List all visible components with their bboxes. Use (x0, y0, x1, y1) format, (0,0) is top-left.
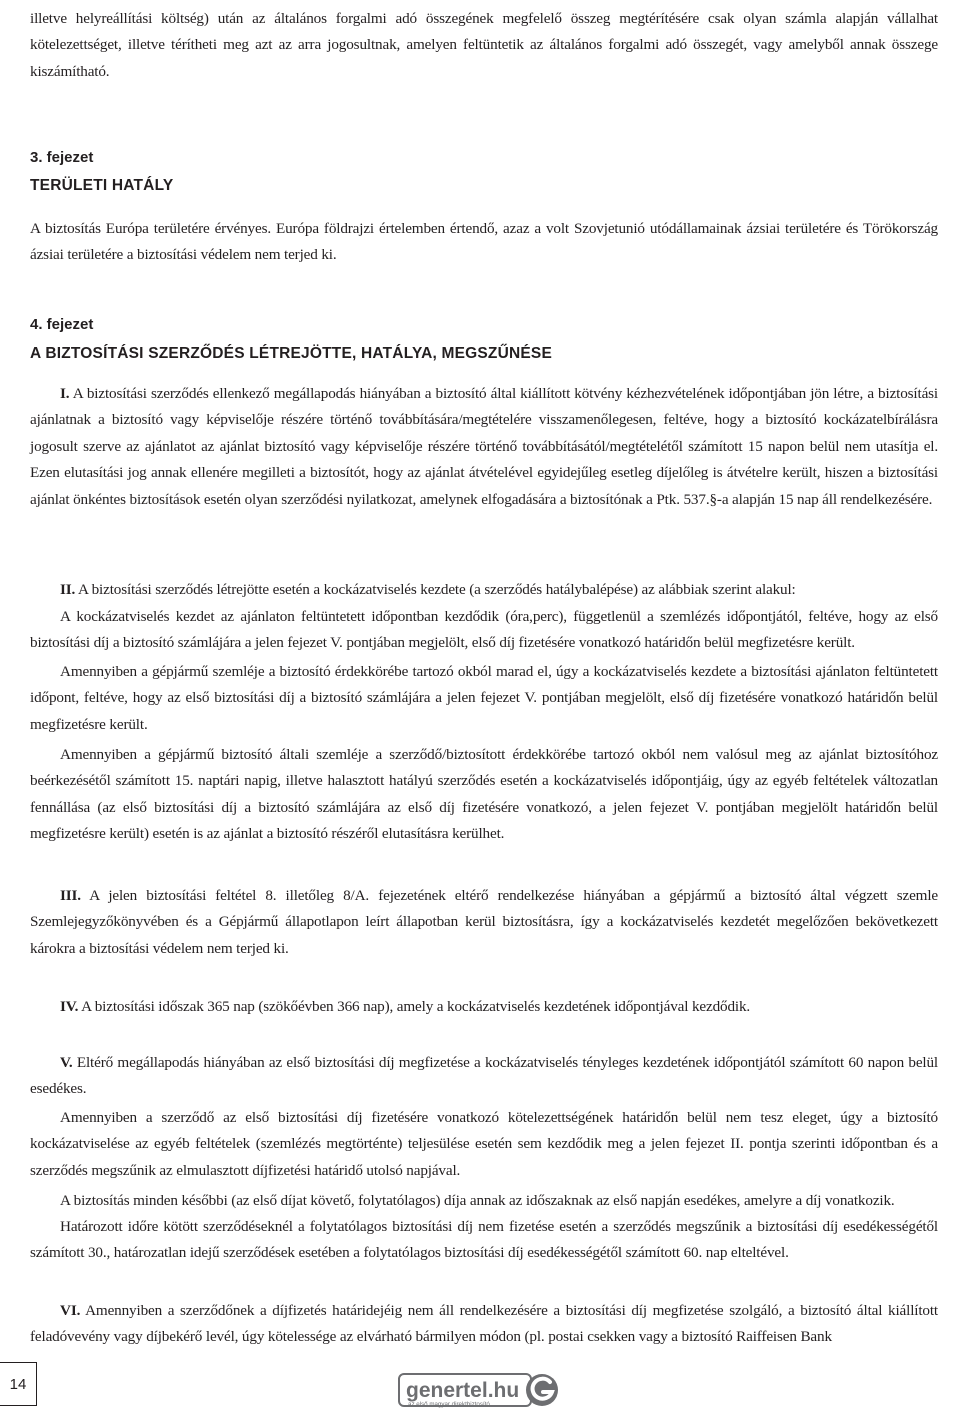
genertel-logo-graphic (398, 1370, 562, 1412)
section-IV-label: IV. (60, 998, 79, 1015)
genertel-logo[interactable] (398, 1370, 562, 1412)
logo-tagline: az első magyar direktbiztosító (408, 1401, 490, 1408)
section-II-subparagraph-1: A kockázatviselés kezdet az ajánlaton feltüntetett időpontban kezdődik (óra,perc), függetlenül a szemlézés időpontjától, feltéve, hogy az első biztosítási díj a biztosító számlájára a jelen fejezet V. pontjában megjelölt, első díj fizetésére vonatkozó határidőn belül megfizetésre került. (30, 608, 938, 652)
section-V-text: Eltérő megállapodás hiányában az első biztosítási díj megfizetése a kockázatviselés tényleges kezdetének időpontjától számított 60 napon belül esedékes. (30, 1054, 938, 1098)
section-I-paragraph (30, 381, 938, 513)
section-I-text: A biztosítási szerződés ellenkező megállapodás hiányában a biztosító által kiállított kötvény kézhezvételének időpontjában jön létre, a biztosítási ajánlatnak a biztosító vagy képviselője részére történő továbbítására/megtételére visszamenőlegesen, feltéve, hogy a biztosító kockázatelbírálásra jogosult szerve az ajánlatot az ajánlat biztosító vagy képviselője részére történő továbbításától/megtételétől számított 15 napon belül nem utasítja el. Ezen elutasítási jog annak ellenére megilleti a biztosítót, hogy az ajánlat átvételével egyidejűleg esetleg díjelőleg is átvételre került, hiszen a biztosítási ajánlat önkéntes biztosítások esetén olyan szerződési nyilatkozat, amelynek elfogadására a biztosítónak a Ptk. 537.§-a alapján 15 nap áll rendelkezésére. (30, 385, 938, 508)
section-II-label: II. (60, 581, 76, 598)
paragraph-intro: illetve helyreállítási költség) után az általános forgalmi adó összegének megfelelő összeg megtérítésére csak olyan számla alapján vállalhat kötelezettséget, illetve térítheti meg azt az arra jogosultnak, amelyen feltüntetik az általános forgalmi adó összegét, vagy amelyből annak összege kiszámítható. (30, 10, 938, 80)
section-IV-text: A biztosítási időszak 365 nap (szökőévben 366 nap), amely a kockázatviselés kezdetének időpontjával kezdődik. (78, 998, 751, 1015)
section-I-label: I. (60, 385, 70, 402)
section-VI-paragraph (30, 1298, 938, 1351)
section-III-label: III. (60, 887, 81, 904)
section-III-paragraph (30, 883, 938, 962)
chapter-4-number: 4. fejezet (30, 316, 94, 333)
section-II-subparagraph-3: Amennyiben a gépjármű biztosító általi szemléje a szerződő/biztosított érdekkörébe tartozó okból nem valósul meg az ajánlat biztosítóhoz beérkezésétől számított 15. naptári napig, illetve halasztott hatályú szerződés esetén a kockázatviselés időpontjáig, úgy az egyéb feltételek változatlan fennállása (az első biztosítási díj a biztosító számlájára az első díj fizetésére vonatkozó, a jelen fejezet V. pontjában megjelölt határidőn belül megfizetésre került) esetén is az ajánlat a biztosító részéről elutasításra kerülhet. (30, 746, 938, 843)
chapter-3-title: TERÜLETI HATÁLY (30, 177, 174, 194)
chapter-3-paragraph: A biztosítás Európa területére érvényes. Európa földrajzi értelemben értendő, azaz a volt Szovjetunió utódállamainak ázsiai területére és Törökország ázsiai területére a biztosítási védelem nem terjed ki. (30, 220, 938, 264)
section-VI-text: Amennyiben a szerződőnek a díjfizetés határidejéig nem áll rendelkezésére a biztosítási díj megfizetése szolgáló, a biztosító által kiállított feladóvevény vagy díjbekérő levél, úgy kötelessége az elvárható bármilyen módon (pl. postai csekken vagy a biztosító Raiffeisen Bank (30, 1302, 938, 1346)
section-V-subparagraph-1: Amennyiben a szerződő az első biztosítási díj fizetésére vonatkozó kötelezettségének határidőn belül nem tesz eleget, úgy a biztosító kockázatviselése az egyéb feltételek (szemlézés megtörténte) teljesülése esetén sem kezdődik meg a jelen fejezet II. pontja szerinti időpontban és a szerződés megszűnik az elmulasztott díjfizetési határidő utolsó napjával. (30, 1109, 938, 1179)
section-V-subparagraph-3: Határozott időre kötött szerződéseknél a folytatólagos biztosítási díj nem fizetése esetén a szerződés megszűnik a biztosítási díj esedékességétől számított 30., határozatlan idejű szerződések esetében a folytatólagos biztosítási díj esedékességétől számított 60. nap elteltével. (30, 1218, 938, 1262)
page-number: 14 (0, 1362, 37, 1406)
chapter-3-number: 3. fejezet (30, 149, 94, 166)
section-III-text: A jelen biztosítási feltétel 8. illetőleg 8/A. fejezetének eltérő rendelkezése hiányában a gépjármű a biztosító által végzett szemle Szemlejegyzőkönyvében és a Gépjármű állapotlapon leírt állapotban kerül biztosításra, így a kockázatviselés kezdetét megelőzően bekövetkezett károkra a biztosítási védelem nem terjed ki. (30, 887, 938, 957)
section-V-subparagraph-2: A biztosítás minden későbbi (az első díjat követő, folytatólagos) díja annak az időszaknak az első napján esedékes, amelyre a díj vonatkozik. (60, 1192, 895, 1209)
section-V-label: V. (60, 1054, 73, 1071)
chapter-4-title: A BIZTOSÍTÁSI SZERZŐDÉS LÉTREJÖTTE, HATÁLYA, MEGSZŰNÉSE (30, 345, 552, 362)
section-IV-paragraph (30, 994, 938, 1020)
section-II-paragraph (30, 577, 938, 603)
section-V-paragraph (30, 1050, 938, 1103)
logo-text: genertel.hu (406, 1379, 520, 1402)
section-VI-label: VI. (60, 1302, 81, 1319)
section-II-text: A biztosítási szerződés létrejötte esetén a kockázatviselés kezdete (a szerződés hatálybalépése) az alábbiak szerint alakul: (75, 581, 796, 598)
section-II-subparagraph-2: Amennyiben a gépjármű szemléje a biztosító érdekkörébe tartozó okból marad el, úgy a kockázatviselés kezdete a biztosítási ajánlaton feltüntetett időpont, feltéve, hogy az első biztosítási díj a biztosító számlájára a jelen fejezet V. pontjában megjelölt, első díj fizetésére vonatkozó határidőn belül megfizetésre került. (30, 663, 938, 733)
